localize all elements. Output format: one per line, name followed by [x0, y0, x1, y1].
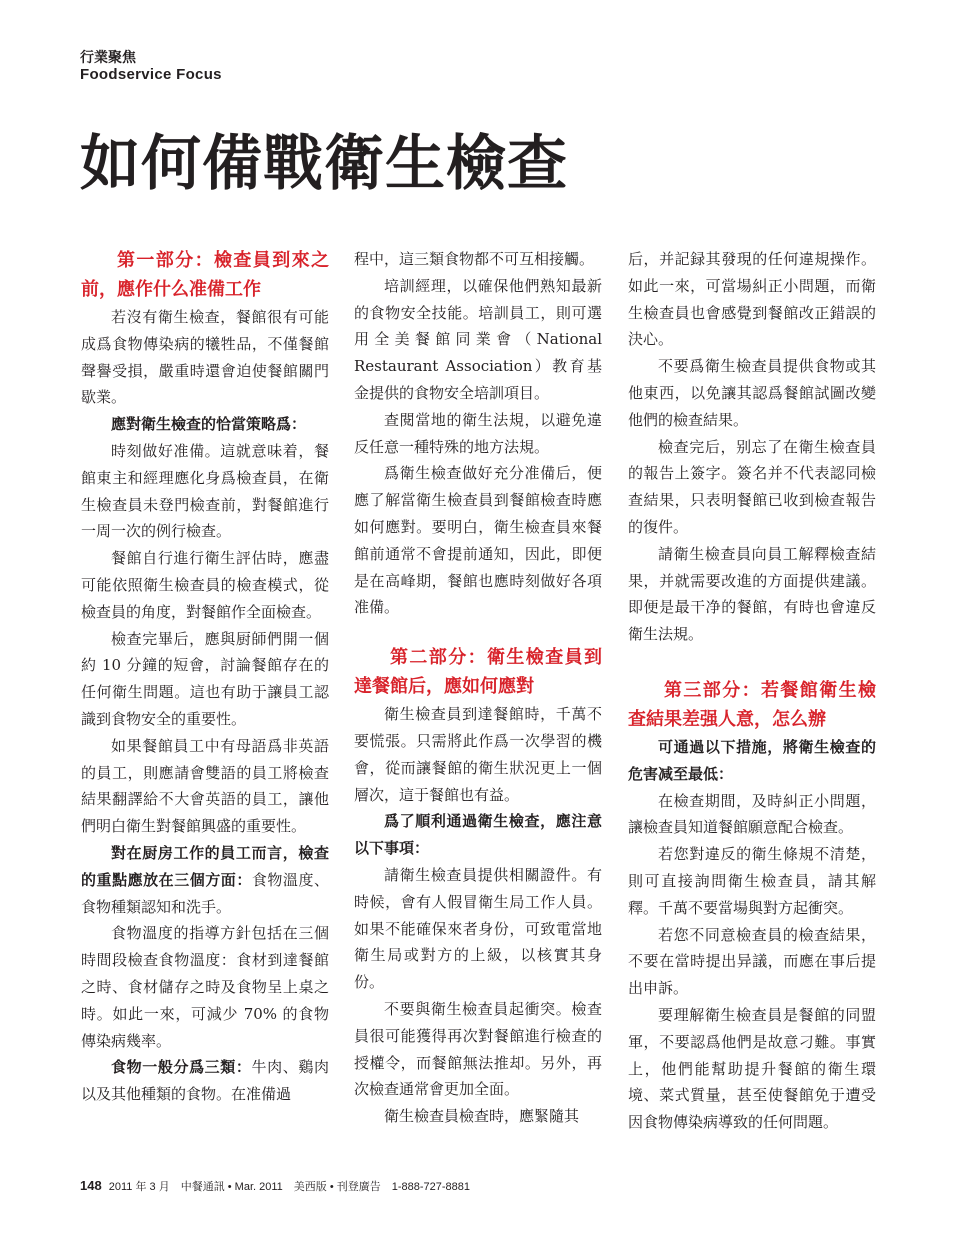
paragraph: 衛生檢查員檢查時，應緊隨其	[384, 1107, 580, 1126]
bold-lead: 對在厨房工作的員工而言，檢查的重點應放在三個方面：	[81, 843, 329, 889]
paragraph: 若沒有衛生檢查，餐館很有可能成爲食物傳染病的犧牲品，不僅餐館聲譽受損，嚴重時還會迫使餐館關門歇業。	[81, 308, 329, 407]
column-2	[354, 246, 602, 1130]
paragraph: 在檢查期間，及時糾正小問題，讓檢查員知道餐館願意配合檢查。	[628, 791, 876, 837]
column-3	[628, 246, 876, 1136]
paragraph-continued: 程中，這三類食物都不可互相接觸。	[354, 250, 595, 268]
paragraph: 若您不同意檢查員的檢查結果，不要在當時提出异議，而應在事后提出申訴。	[628, 925, 876, 998]
paragraph: 餐館自行進行衛生評估時，應盡可能依照衛生檢查員的檢查模式，從檢查員的角度，對餐館作全面檢查。	[81, 549, 329, 621]
paragraph: 衛生檢查員到達餐館時，千萬不要慌張。只需將此作爲一次學習的機會，從而讓餐館的衛生狀況更上一個層次，這于餐館也有益。	[354, 705, 602, 804]
paragraph-text: 食物溫度、食物種類認知和洗手。	[81, 870, 329, 916]
paragraph: 爲衛生檢查做好充分准備后，便應了解當衛生檢查員到餐館檢查時應如何應對。要明白，衛生檢查員來餐館前通常不會提前通知，因此，即便是在高峰期，餐館也應時刻做好各項准備。	[354, 464, 602, 617]
paragraph: 不要爲衛生檢查員提供食物或其他東西，以免讓其認爲餐館試圖改變他們的檢查結果。	[628, 357, 876, 429]
paragraph-continued: 后，并記録其發現的任何違規操作。如此一來，可當場糾正小問題，而衛生檢查員也會感覺到餐館改正錯誤的決心。	[628, 250, 876, 349]
paragraph: 檢查完后，别忘了在衛生檢查員的報告上簽字。簽名并不代表認同檢查結果，只表明餐館已收到檢查報告的復件。	[628, 437, 876, 536]
paragraph-text: 牛肉、鷄肉以及其他種類的食物。在准備過	[81, 1058, 329, 1104]
page-header	[80, 48, 222, 84]
paragraph: 時刻做好准備。這就意味着，餐館東主和經理應化身爲檢查員，在衛生檢查員未登門檢查前，對餐館進行一周一次的例行檢查。	[81, 441, 329, 541]
paragraph: 請衛生檢查員向員工解釋檢查結果，并就需要改進的方面提供建議。即便是最干净的餐館，有時也會違反衛生法規。	[628, 544, 876, 644]
paragraph: 請衛生檢查員提供相關證件。有時候，會有人假冒衛生局工作人員。如果不能確保來者身份，可致電當地衛生局或對方的上級，以核實其身份。	[354, 865, 602, 992]
paragraph: 檢查完畢后，應與厨師們開一個約 10 分鐘的短會，討論餐館存在的任何衛生問題。這也有助于讓員工認識到食物安全的重要性。	[81, 629, 329, 728]
section-label-english: Foodservice Focus	[80, 66, 222, 83]
page-footer	[80, 1179, 470, 1194]
paragraph	[81, 1054, 329, 1108]
paragraph: 若您對違反的衛生條規不清楚，則可直接詢問衛生檢查員，請其解釋。千萬不要當場與對方起衝突。	[628, 845, 876, 917]
section-label-chinese: 行業聚焦	[80, 49, 136, 65]
page-number: 148	[80, 1178, 102, 1193]
paragraph	[81, 840, 329, 920]
footer-text: 2011 年 3 月 中餐通訊 • Mar. 2011 美西版 • 刊登廣告 1-888-727-8881	[108, 1181, 471, 1193]
paragraph-bold: 應對衛生檢查的恰當策略爲：	[111, 415, 307, 434]
section-heading-3: 第三部分：若餐館衛生檢查結果差强人意，怎么辦	[628, 679, 876, 730]
paragraph: 查閱當地的衛生法規，以避免違反任意一種特殊的地方法規。	[354, 410, 602, 456]
section-heading-1: 第一部分：檢查員到來之前，應作什么准備工作	[81, 250, 329, 300]
paragraph-bold: 可通過以下措施，將衛生檢查的危害减至最低：	[628, 737, 876, 783]
article-title: 如何備戰衛生檢查	[80, 129, 568, 199]
paragraph: 培訓經理，以確保他們熟知最新的食物安全技能。培訓員工，則可選用全美餐館同業會（National Restaurant Association）教育基金提供的食物安全培訓項目。	[354, 276, 602, 402]
section-heading-2: 第二部分：衛生檢查員到達餐館后，應如何應對	[354, 647, 602, 698]
paragraph: 如果餐館員工中有母語爲非英語的員工，則應請會雙語的員工將檢查結果翻譯給不大會英語的員工，讓他們明白衛生對餐館興盛的重要性。	[81, 736, 329, 836]
paragraph: 要理解衛生檢查員是餐館的同盟軍，不要認爲他們是故意刁難。事實上，他們能幫助提升餐館的衛生環境、菜式質量，甚至使餐館免于遭受因食物傳染病導致的任何問題。	[628, 1005, 876, 1132]
column-1	[81, 246, 329, 1108]
paragraph-bold: 爲了順利通過衛生檢查，應注意以下事項：	[354, 812, 602, 858]
paragraph: 不要與衛生檢查員起衝突。檢查員很可能獲得再次對餐館進行檢查的授權令，而餐館無法推却。另外，再次檢查通常會更加全面。	[354, 999, 602, 1099]
bold-lead: 食物一般分爲三類：	[111, 1058, 252, 1077]
paragraph: 食物溫度的指導方針包括在三個時間段檢查食物溫度：食材到達餐館之時、食材儲存之時及食物呈上桌之時。如此一來，可減少 70% 的食物傳染病幾率。	[81, 924, 329, 1050]
